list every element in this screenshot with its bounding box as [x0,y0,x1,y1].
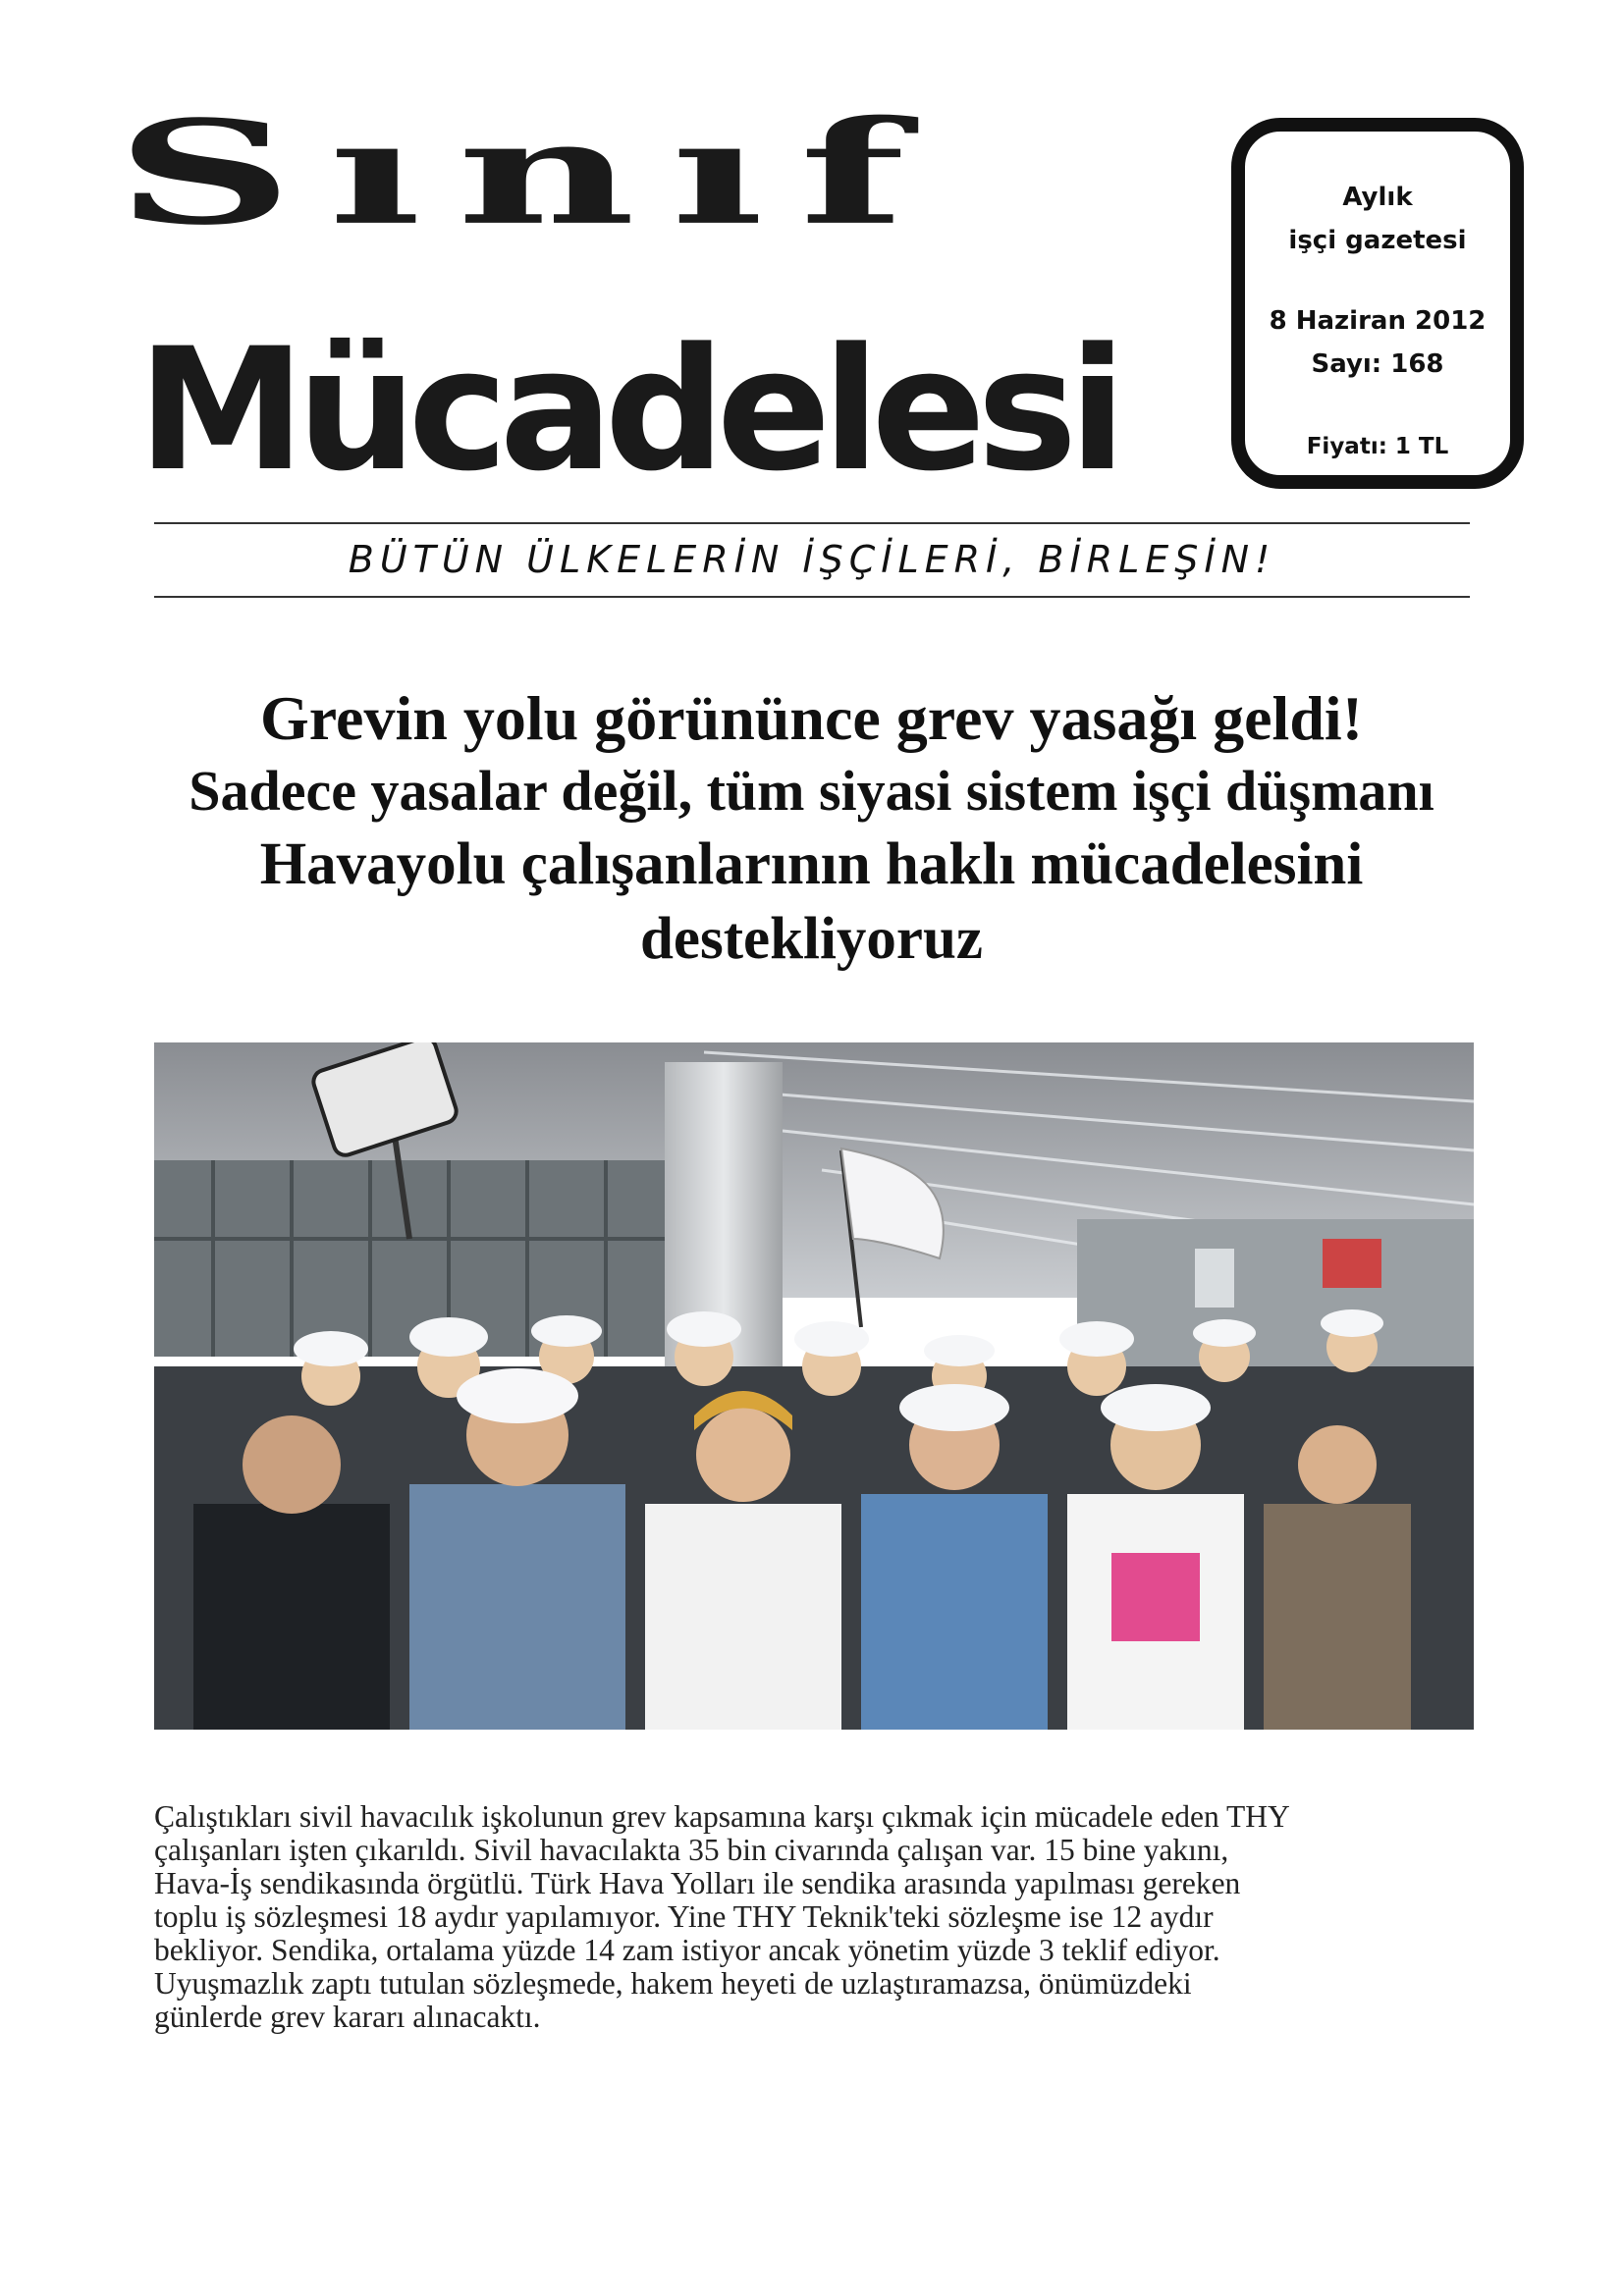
article-line: Hava-İş sendikasında örgütlü. Türk Hava Yolları ile sendika arasında yapılması gereken [154,1866,1241,1900]
headline-sub-2: Havayolu çalışanlarının haklı mücadelesini [259,831,1364,897]
issue-date: 8 Haziran 2012 [1269,306,1487,336]
slogan: BÜTÜN ÜLKELERİN İŞÇİLERİ, BİRLEŞİN! [348,538,1276,581]
article-line: Uyuşmazlık zaptı tutulan sözleşmede, hakem heyeti de uzlaştıramazsa, önümüzdeki [154,1966,1192,2001]
headline-main: Grevin yolu görününce grev yasağı geldi! [260,683,1363,753]
frequency-label: Aylık [1342,183,1413,212]
headline-sub-1: Sadece yasalar değil, tüm siyasi sistem işçi düşmanı [189,759,1434,823]
price-label: Fiyatı: 1 TL [1306,434,1449,459]
issue-info-box [1231,118,1524,489]
protest-photo-illustration [154,1042,1474,1730]
slogan-bottom-rule [154,596,1470,598]
protest-photo [154,1042,1474,1730]
article-body [154,1800,1474,2034]
article-line: toplu iş sözleşmesi 18 aydır yapılamıyor. Yine THY Teknik'teki sözleşme ise 12 aydır [154,1899,1214,1934]
slogan-top-rule [154,522,1470,524]
article-line: çalışanları işten çıkarıldı. Sivil havacılakta 35 bin civarında çalışan var. 15 bine yakını, [154,1833,1229,1867]
article-line: bekliyor. Sendika, ortalama yüzde 14 zam istiyor ancak yönetim yüzde 3 teklif ediyor. [154,1933,1220,1967]
article-line: günlerde grev kararı alınacaktı. [154,2000,541,2034]
article-line: Çalıştıkları sivil havacılık işkolunun grev kapsamına karşı çıkmak için mücadele eden THY [154,1799,1290,1834]
issue-number: Sayı: 168 [1311,349,1444,379]
masthead-title-line1: Sınıf [116,88,941,257]
headline-sub-3: destekliyoruz [639,906,984,972]
paper-type-label: işçi gazetesi [1288,226,1467,255]
masthead-title-line2: Mücadelesi [137,311,1118,508]
